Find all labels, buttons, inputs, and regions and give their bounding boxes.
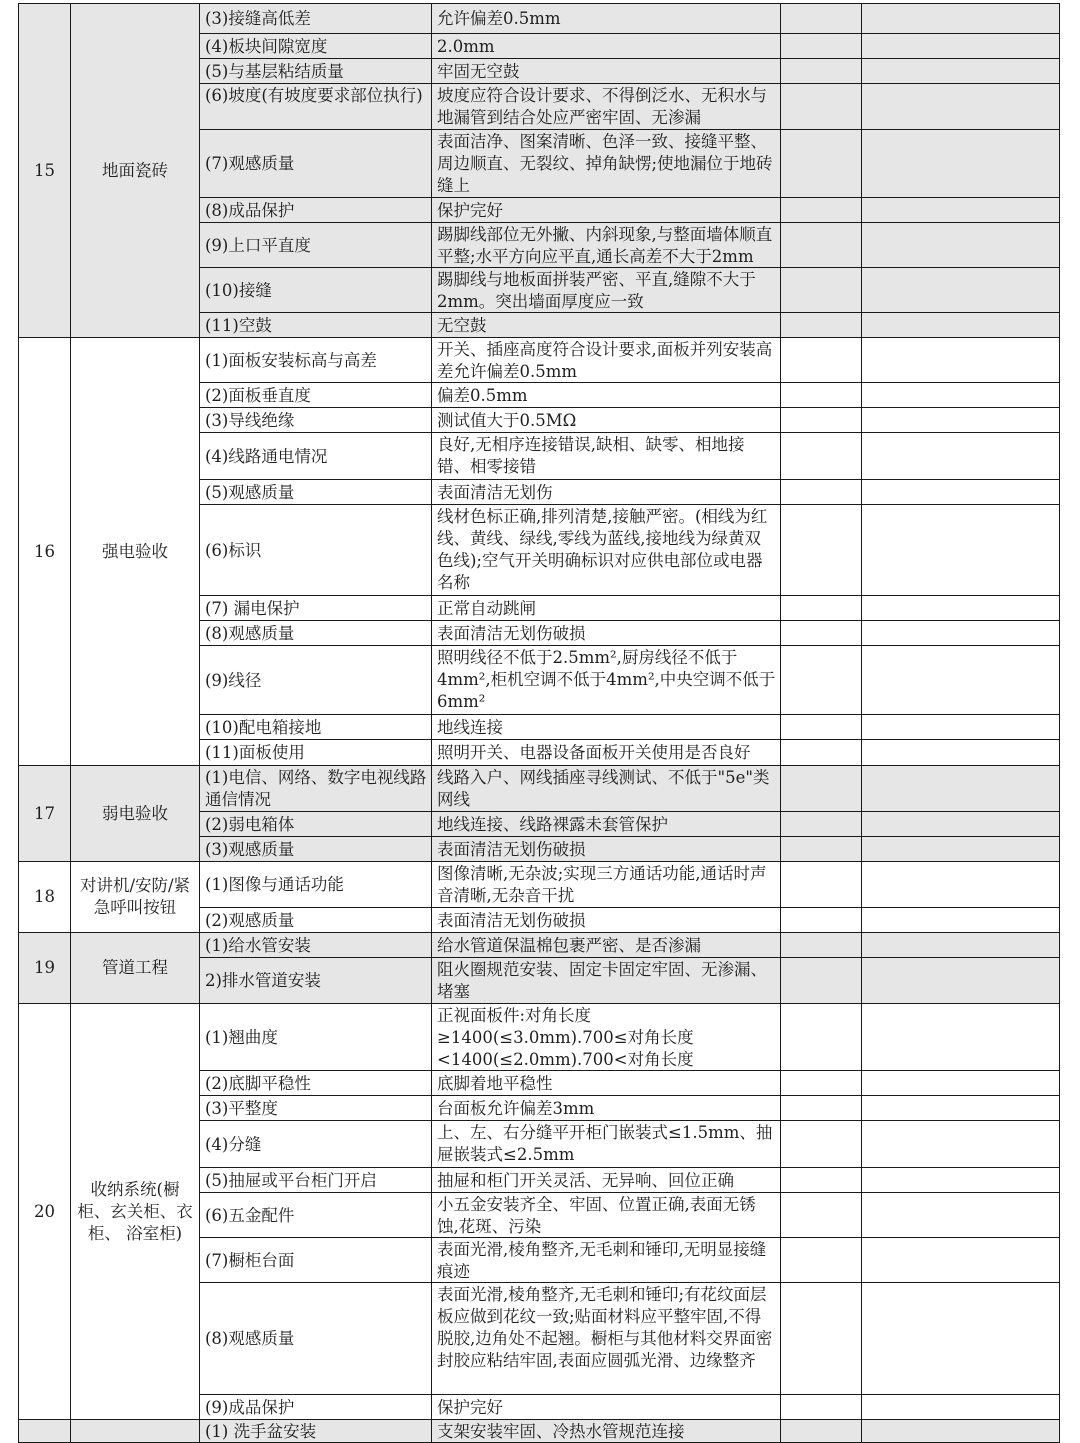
table-row <box>0 4 1080 34</box>
item-cell: (3)观感质量 <box>200 837 432 862</box>
empty-cell <box>862 1071 1060 1096</box>
standard-cell: 支架安装牢固、冷热水管规范连接 <box>432 1420 781 1443</box>
table-row <box>0 1283 1080 1395</box>
standard-cell: 无空鼓 <box>432 313 781 338</box>
standard-cell: 照明开关、电器设备面板开关使用是否良好 <box>432 740 781 766</box>
table-row <box>0 408 1080 433</box>
empty-cell <box>781 596 862 621</box>
item-cell: (1)图像与通话功能 <box>200 862 432 908</box>
empty-cell <box>781 130 862 198</box>
table-row <box>0 59 1080 84</box>
item-cell: (5)与基层粘结质量 <box>200 59 432 84</box>
empty-cell <box>781 766 862 812</box>
empty-cell <box>862 130 1060 198</box>
empty-cell <box>781 837 862 862</box>
empty-cell <box>862 715 1060 740</box>
group-number: 17 <box>18 766 71 862</box>
group-name: 弱电验收 <box>71 766 200 862</box>
standard-cell: 正常自动跳闸 <box>432 596 781 621</box>
table-row <box>0 505 1080 596</box>
standard-cell: 线材色标正确,排列清楚,接触严密。(相线为红线、黄线、绿线,零线为蓝线,接地线为绿黄双色线);空气开关明确标识对应供电部位或电器名称 <box>432 505 781 596</box>
item-cell: (10)接缝 <box>200 268 432 313</box>
empty-cell <box>781 34 862 59</box>
empty-cell <box>862 596 1060 621</box>
table-row <box>0 84 1080 130</box>
group-name: 地面瓷砖 <box>71 4 200 338</box>
standard-cell: 测试值大于0.5MΩ <box>432 408 781 433</box>
empty-cell <box>862 1420 1060 1443</box>
standard-cell: 表面清洁无划伤破损 <box>432 621 781 646</box>
standard-cell: 允许偏差0.5mm <box>432 4 781 34</box>
empty-cell <box>781 908 862 933</box>
empty-cell <box>862 313 1060 338</box>
empty-cell <box>862 1193 1060 1238</box>
empty-cell <box>862 812 1060 837</box>
empty-cell <box>781 1238 862 1283</box>
empty-cell <box>862 1238 1060 1283</box>
empty-cell <box>862 621 1060 646</box>
empty-cell <box>781 480 862 505</box>
empty-cell <box>862 766 1060 812</box>
empty-cell <box>862 1096 1060 1121</box>
group-number: 19 <box>18 933 71 1004</box>
standard-cell: 开关、插座高度符合设计要求,面板并列安装高差允许偏差0.5mm <box>432 338 781 383</box>
empty-cell <box>862 1283 1060 1395</box>
empty-cell <box>781 1121 862 1168</box>
standard-cell: 照明线径不低于2.5mm²,厨房线径不低于4mm²,柜机空调不低于4mm²,中央空调不低于6mm² <box>432 646 781 715</box>
item-cell: (9)线径 <box>200 646 432 715</box>
item-cell: (5)观感质量 <box>200 480 432 505</box>
table-row <box>0 1071 1080 1096</box>
empty-cell <box>781 268 862 313</box>
table-row <box>0 646 1080 715</box>
table-row <box>0 34 1080 59</box>
item-cell: (1) 洗手盆安装 <box>200 1420 432 1443</box>
standard-cell: 底脚着地平稳性 <box>432 1071 781 1096</box>
item-cell: (1)电信、网络、数字电视线路通信情况 <box>200 766 432 812</box>
table-row <box>0 1193 1080 1238</box>
standard-cell: 坡度应符合设计要求、不得倒泛水、无积水与地漏管到结合处应严密牢固、无渗漏 <box>432 84 781 130</box>
table-row <box>0 766 1080 812</box>
standard-cell: 表面洁净、图案清晰、色泽一致、接缝平整、周边顺直、无裂纹、掉角缺愣;使地漏位于地砖缝上 <box>432 130 781 198</box>
standard-cell: 偏差0.5mm <box>432 383 781 408</box>
empty-cell <box>862 433 1060 480</box>
empty-cell <box>781 958 862 1004</box>
empty-cell <box>781 740 862 766</box>
table-row <box>0 383 1080 408</box>
standard-cell: 良好,无相序连接错误,缺相、缺零、相地接错、相零接错 <box>432 433 781 480</box>
standard-cell: 2.0mm <box>432 34 781 59</box>
item-cell: (3)平整度 <box>200 1096 432 1121</box>
empty-cell <box>862 59 1060 84</box>
group-name: 管道工程 <box>71 933 200 1004</box>
item-cell: (2)面板垂直度 <box>200 383 432 408</box>
empty-cell <box>781 1395 862 1420</box>
empty-cell <box>862 505 1060 596</box>
item-cell: (11)空鼓 <box>200 313 432 338</box>
item-cell: (1)翘曲度 <box>200 1004 432 1071</box>
item-cell: (7) 漏电保护 <box>200 596 432 621</box>
empty-cell <box>862 84 1060 130</box>
table-row <box>0 908 1080 933</box>
empty-cell <box>781 408 862 433</box>
standard-cell: 小五金安装齐全、牢固、位置正确,表面无锈蚀,花斑、污染 <box>432 1193 781 1238</box>
item-cell: (2)弱电箱体 <box>200 812 432 837</box>
empty-cell <box>781 1004 862 1071</box>
table-row <box>0 1168 1080 1193</box>
empty-cell <box>862 1395 1060 1420</box>
empty-cell <box>781 1071 862 1096</box>
table-row <box>0 130 1080 198</box>
table-row <box>0 933 1080 958</box>
table-row <box>0 198 1080 223</box>
item-cell: (9)成品保护 <box>200 1395 432 1420</box>
standard-cell: 图像清晰,无杂波;实现三方通话功能,通话时声音清晰,无杂音干扰 <box>432 862 781 908</box>
empty-cell <box>862 223 1060 268</box>
empty-cell <box>781 862 862 908</box>
empty-cell <box>862 646 1060 715</box>
standard-cell: 保护完好 <box>432 1395 781 1420</box>
standard-cell: 上、左、右分缝平开柜门嵌装式≤1.5mm、抽屉嵌装式≤2.5mm <box>432 1121 781 1168</box>
item-cell: (5)抽屉或平台柜门开启 <box>200 1168 432 1193</box>
empty-cell <box>781 198 862 223</box>
table-row <box>0 740 1080 766</box>
empty-cell <box>781 383 862 408</box>
item-cell: (9)上口平直度 <box>200 223 432 268</box>
item-cell: (2)底脚平稳性 <box>200 1071 432 1096</box>
empty-cell <box>781 338 862 383</box>
empty-cell <box>781 1168 862 1193</box>
empty-cell <box>862 408 1060 433</box>
empty-cell <box>862 268 1060 313</box>
standard-cell: 表面清洁无划伤破损 <box>432 908 781 933</box>
empty-cell <box>781 505 862 596</box>
empty-cell <box>781 84 862 130</box>
item-cell: (6)坡度(有坡度要求部位执行) <box>200 84 432 130</box>
empty-cell <box>781 933 862 958</box>
standard-cell: 台面板允许偏差3mm <box>432 1096 781 1121</box>
standard-cell: 表面清洁无划伤 <box>432 480 781 505</box>
item-cell: (8)观感质量 <box>200 621 432 646</box>
table-row <box>0 1004 1080 1071</box>
empty-cell <box>862 338 1060 383</box>
group-name: 收纳系统(橱柜、玄关柜、衣柜、 浴室柜) <box>71 1004 200 1420</box>
group-number: 20 <box>18 1004 71 1420</box>
empty-cell <box>862 740 1060 766</box>
item-cell: 2)排水管道安装 <box>200 958 432 1004</box>
empty-cell <box>862 480 1060 505</box>
item-cell: (1)面板安装标高与高差 <box>200 338 432 383</box>
table-row <box>0 433 1080 480</box>
table-row <box>0 338 1080 383</box>
standard-cell: 牢固无空鼓 <box>432 59 781 84</box>
empty-cell <box>781 1420 862 1443</box>
standard-cell: 表面光滑,棱角整齐,无毛刺和锤印,无明显接缝痕迹 <box>432 1238 781 1283</box>
table-row <box>0 268 1080 313</box>
table-row <box>0 862 1080 908</box>
standard-cell: 地线连接 <box>432 715 781 740</box>
empty-cell <box>862 198 1060 223</box>
item-cell: (7)橱柜台面 <box>200 1238 432 1283</box>
item-cell: (10)配电箱接地 <box>200 715 432 740</box>
empty-cell <box>862 1121 1060 1168</box>
group-number: 16 <box>18 338 71 766</box>
item-cell: (1)给水管安装 <box>200 933 432 958</box>
empty-cell <box>781 1283 862 1395</box>
empty-cell <box>862 837 1060 862</box>
item-cell: (11)面板使用 <box>200 740 432 766</box>
empty-cell <box>862 4 1060 34</box>
group-name: 强电验收 <box>71 338 200 766</box>
group-name: 对讲机/安防/紧急呼叫按钮 <box>71 862 200 933</box>
table-row <box>0 1238 1080 1283</box>
standard-cell: 踢脚线部位无外撇、内斜现象,与整面墙体顺直平整;水平方向应平直,通长高差不大于2mm <box>432 223 781 268</box>
standard-cell: 正视面板件:对角长度≥1400(≤3.0mm).700≤对角长度<1400(≤2.0mm).700<对角长度 <box>432 1004 781 1071</box>
empty-cell <box>781 1096 862 1121</box>
empty-cell <box>781 646 862 715</box>
empty-cell <box>781 621 862 646</box>
empty-cell <box>781 715 862 740</box>
standard-cell: 表面清洁无划伤破损 <box>432 837 781 862</box>
empty-cell <box>781 59 862 84</box>
item-cell: (6)标识 <box>200 505 432 596</box>
empty-cell <box>781 812 862 837</box>
table-row <box>0 313 1080 338</box>
item-cell: (8)观感质量 <box>200 1283 432 1395</box>
empty-cell <box>781 433 862 480</box>
empty-cell <box>862 1168 1060 1193</box>
table-row <box>0 1121 1080 1168</box>
item-cell: (4)线路通电情况 <box>200 433 432 480</box>
standard-cell: 表面光滑,棱角整齐,无毛刺和锤印;有花纹面层板应做到花纹一致;贴面材料应平整牢固,不得脱胶,边角处不起翘。橱柜与其他材料交界面密封胶应粘结牢固,表面应圆弧光滑、边缘整齐 <box>432 1283 781 1395</box>
table-row <box>0 812 1080 837</box>
empty-cell <box>781 4 862 34</box>
empty-cell <box>862 1004 1060 1071</box>
item-cell: (4)分缝 <box>200 1121 432 1168</box>
table-row <box>0 837 1080 862</box>
item-cell: (3)接缝高低差 <box>200 4 432 34</box>
item-cell: (4)板块间隙宽度 <box>200 34 432 59</box>
empty-cell <box>862 862 1060 908</box>
group-number: 18 <box>18 862 71 933</box>
table-row <box>0 223 1080 268</box>
standard-cell: 抽屉和柜门开关灵活、无异响、回位正确 <box>432 1168 781 1193</box>
table-row <box>0 1420 1080 1443</box>
standard-cell: 给水管道保温棉包裹严密、是否渗漏 <box>432 933 781 958</box>
empty-cell <box>862 908 1060 933</box>
table-row <box>0 715 1080 740</box>
table-row <box>0 621 1080 646</box>
table-row <box>0 480 1080 505</box>
empty-cell <box>781 1193 862 1238</box>
table-row <box>0 958 1080 1004</box>
standard-cell: 保护完好 <box>432 198 781 223</box>
standard-cell: 阻火圈规范安装、固定卡固定牢固、无渗漏、堵塞 <box>432 958 781 1004</box>
item-cell: (6)五金配件 <box>200 1193 432 1238</box>
item-cell: (8)成品保护 <box>200 198 432 223</box>
empty-cell <box>862 34 1060 59</box>
empty-cell <box>862 383 1060 408</box>
table-row <box>0 1096 1080 1121</box>
empty-cell <box>781 313 862 338</box>
item-cell: (7)观感质量 <box>200 130 432 198</box>
standard-cell: 地线连接、线路裸露未套管保护 <box>432 812 781 837</box>
empty-cell <box>781 223 862 268</box>
empty-cell <box>862 933 1060 958</box>
group-number: 15 <box>18 4 71 338</box>
standard-cell: 线路入户、网线插座寻线测试、不低于"5e"类网线 <box>432 766 781 812</box>
standard-cell: 踢脚线与地板面拼装严密、平直,缝隙不大于2mm。突出墙面厚度应一致 <box>432 268 781 313</box>
table-row <box>0 1395 1080 1420</box>
empty-cell <box>862 958 1060 1004</box>
item-cell: (3)导线绝缘 <box>200 408 432 433</box>
table-row <box>0 596 1080 621</box>
item-cell: (2)观感质量 <box>200 908 432 933</box>
